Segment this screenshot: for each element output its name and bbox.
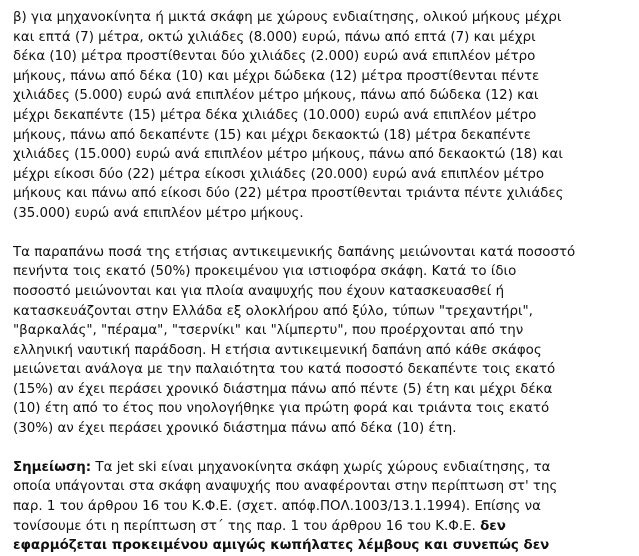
note-label: Σημείωση: bbox=[13, 459, 92, 475]
text-line: οποία υπάγονται στα σκάφη αναψυχής που αναφέρονται στην περίπτωση στ' της bbox=[13, 479, 558, 495]
text-line: μέχρι είκοσι δύο (22) μέτρα είκοσι χιλιάδες (20.000) ευρώ ανά επιπλέον μέτρο bbox=[13, 166, 545, 182]
text-line: παρ. 1 του άρθρου 16 του Κ.Φ.Ε. (σχετ. απόφ.ΠΟΛ.1003/13.1.1994). Επίσης να bbox=[13, 499, 541, 515]
text-line: κατασκευάζονται στην Ελλάδα εξ ολοκλήρου από ξύλο, τύπων "τρεχαντήρι", bbox=[13, 303, 533, 319]
text-line: (10) έτη από το έτος που νηολογήθηκε για πρώτη φορά και τριάντα τοις εκατό bbox=[13, 401, 550, 417]
text-line bbox=[13, 517, 629, 537]
text-line: ποσοστό μειώνονται και για πλοία αναψυχής που έχουν κατασκευασθεί ή bbox=[13, 283, 505, 299]
note-text: τονίσουμε ότι η περίπτωση στ΄ της παρ. 1 του άρθρου 16 του Κ.Φ.Ε. bbox=[13, 518, 481, 534]
text-line: μειώνεται ανάλογα με την παλαιότητα του κατά ποσοστό δεκαπέντε τοις εκατό bbox=[13, 362, 556, 378]
text-line: μήκους, πάνω από δεκαπέντε (15) και μέχρι δεκαοκτώ (18) μέτρα δεκαπέντε bbox=[13, 127, 532, 143]
text-line: (15%) αν έχει περάσει χρονικό διάστημα πάνω από πέντε (5) έτη και μέχρι δέκα bbox=[13, 381, 553, 397]
text-line: "βαρκαλάς", "πέραμα", "τσερνίκι" και "λίμπερτυ", που προέρχονται από την bbox=[13, 323, 524, 339]
note-bold-text: εφαρμόζεται προκειμένου αμιγώς κωπήλατες λέμβους και συνεπώς δεν bbox=[13, 538, 550, 554]
text-line: (35.000) ευρώ ανά επιπλέον μέτρο μήκους. bbox=[13, 205, 304, 221]
text-line: μήκους και πάνω από είκοσι δύο (22) μέτρα προστίθενται τριάντα πέντε χιλιάδες bbox=[13, 186, 564, 202]
text-line: πενήντα τοις εκατό (50%) προκειμένου για ιστιοφόρα σκάφη. Κατά το ίδιο bbox=[13, 264, 517, 280]
text-line: ελληνική ναυτική παράδοση. Η ετήσια αντικειμενική δαπάνη από κάθε σκάφος bbox=[13, 342, 542, 358]
text-line: μέχρι δεκαπέντε (15) μέτρα δέκα χιλιάδες (10.000) ευρώ ανά επιπλέον μέτρο bbox=[13, 107, 537, 123]
text-line: μήκους, πάνω από δέκα (10) και μέχρι δώδεκα (12) μέτρα προστίθενται πέντε bbox=[13, 68, 540, 84]
paragraph-spacer bbox=[13, 439, 629, 458]
text-line bbox=[13, 536, 629, 556]
text-line: Τα παραπάνω ποσά της ετήσιας αντικειμενικής δαπάνης μειώνονται κατά ποσοστό bbox=[13, 244, 576, 260]
document-body bbox=[13, 8, 629, 556]
text-line: και επτά (7) μέτρα, οκτώ χιλιάδες (8.000) ευρώ, πάνω από επτά (7) και μέχρι bbox=[13, 29, 536, 45]
text-line: χιλιάδες (15.000) ευρώ ανά επιπλέον μέτρο μήκους, πάνω από δεκαοκτώ (18) και bbox=[13, 147, 563, 163]
text-line bbox=[13, 458, 629, 478]
paragraph-reduction bbox=[13, 243, 629, 439]
text-line: β) για μηχανοκίνητα ή μικτά σκάφη με χώρους ενδιαίτησης, ολικού μήκους μέχρι bbox=[13, 10, 562, 25]
text-line: χιλιάδες (5.000) ευρώ ανά επιπλέον μέτρο μήκους, πάνω από δώδεκα (12) και bbox=[13, 88, 539, 104]
paragraph-b-vessels-with-cabins bbox=[13, 8, 629, 224]
text-line: δέκα (10) μέτρα προστίθενται δύο χιλιάδες (2.000) ευρώ ανά επιπλέον μέτρο bbox=[13, 49, 536, 65]
note-text: Τα jet ski είναι μηχανοκίνητα σκάφη χωρίς χώρους ενδιαίτησης, τα bbox=[91, 459, 551, 475]
note-bold-text: δεν bbox=[480, 518, 506, 534]
paragraph-spacer bbox=[13, 224, 629, 243]
text-line: (30%) αν έχει περάσει χρονικό διάστημα πάνω από δέκα (10) έτη. bbox=[13, 421, 457, 437]
note-paragraph bbox=[13, 458, 629, 556]
